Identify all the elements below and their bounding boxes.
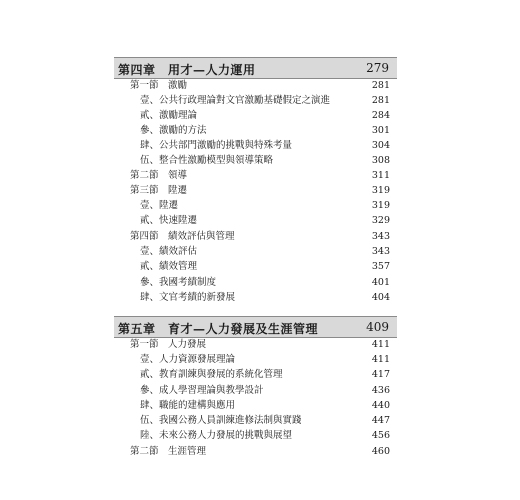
entry-page-number: 417 (371, 369, 390, 380)
toc-entry (130, 337, 390, 352)
entry-page-number: 357 (371, 261, 390, 272)
toc-entry (140, 153, 390, 168)
entry-page-number: 447 (371, 415, 390, 426)
entry-page-number: 436 (371, 385, 390, 396)
toc-entry (140, 275, 390, 290)
chapter-heading (114, 57, 397, 79)
toc-entry (140, 413, 390, 428)
toc-entry (140, 352, 390, 367)
toc-entry (140, 428, 390, 443)
toc-entry (140, 383, 390, 398)
entry-label: 第二節 生涯管理 (130, 446, 207, 457)
entry-page-number: 456 (371, 430, 390, 441)
entry-page-number: 319 (371, 185, 390, 196)
entry-page-number: 329 (371, 215, 390, 226)
entry-label: 壹、陞遷 (140, 200, 179, 211)
entry-label: 參、激勵的方法 (140, 125, 207, 136)
chapter-page-number: 409 (366, 320, 389, 334)
entry-page-number: 311 (371, 170, 390, 181)
entry-label: 肆、公共部門激勵的挑戰與特殊考量 (140, 140, 293, 151)
entry-page-number: 301 (371, 125, 390, 136)
entry-page-number: 319 (371, 200, 390, 211)
toc-entry (130, 229, 390, 244)
toc-entry (140, 398, 390, 413)
entry-page-number: 343 (371, 231, 390, 242)
chapter-page-number: 279 (366, 61, 389, 75)
chapter-heading (114, 316, 397, 338)
entry-page-number: 411 (371, 339, 390, 350)
toc-entry (130, 168, 390, 183)
entry-page-number: 401 (371, 277, 390, 288)
toc-entry (140, 93, 390, 108)
entry-label: 肆、文官考績的新發展 (140, 292, 236, 303)
entry-page-number: 460 (371, 446, 390, 457)
entry-label: 貳、教育訓練與發展的系統化管理 (140, 369, 283, 380)
entry-label: 第一節 激勵 (130, 80, 188, 91)
entry-page-number: 304 (371, 140, 390, 151)
entry-label: 伍、整合性激勵模型與領導策略 (140, 155, 274, 166)
chapter-title: 第四章 用才—人力運用 (118, 63, 256, 77)
toc-entry (130, 444, 390, 459)
entry-page-number: 343 (371, 246, 390, 257)
toc-entry (140, 367, 390, 382)
entry-label: 肆、職能的建構與應用 (140, 400, 236, 411)
toc-entry (140, 213, 390, 228)
toc-entry (140, 198, 390, 213)
toc-entry (140, 123, 390, 138)
entry-label: 壹、人力資源發展理論 (140, 354, 236, 365)
entry-label: 參、成人學習理論與教學設計 (140, 385, 264, 396)
entry-label: 壹、績效評估 (140, 246, 198, 257)
entry-label: 參、我國考績制度 (140, 277, 217, 288)
entry-label: 貳、快速陞遷 (140, 215, 198, 226)
entry-label: 壹、公共行政理論對文官激勵基礎假定之演進 (140, 95, 331, 106)
entry-label: 第三節 陞遷 (130, 185, 188, 196)
toc-entry (130, 183, 390, 198)
toc-entry (140, 290, 390, 305)
entry-page-number: 404 (371, 292, 390, 303)
entry-label: 陸、未來公務人力發展的挑戰與展望 (140, 430, 293, 441)
entry-page-number: 284 (371, 110, 390, 121)
entry-label: 伍、我國公務人員訓練進修法制與實踐 (140, 415, 302, 426)
entry-page-number: 281 (371, 95, 390, 106)
entry-label: 第二節 領導 (130, 170, 188, 181)
toc-entry (140, 259, 390, 274)
entry-page-number: 411 (371, 354, 390, 365)
toc-entry (140, 138, 390, 153)
entry-label: 貳、激勵理論 (140, 110, 198, 121)
entry-page-number: 440 (371, 400, 390, 411)
entry-page-number: 308 (371, 155, 390, 166)
entry-page-number: 281 (371, 80, 390, 91)
toc-entry (140, 244, 390, 259)
chapter-title: 第五章 育才—人力發展及生涯管理 (118, 322, 319, 336)
entry-label: 第四節 績效評估與管理 (130, 231, 235, 242)
toc-entry (130, 78, 390, 93)
toc-entry (140, 108, 390, 123)
entry-label: 貳、績效管理 (140, 261, 198, 272)
entry-label: 第一節 人力發展 (130, 339, 207, 350)
